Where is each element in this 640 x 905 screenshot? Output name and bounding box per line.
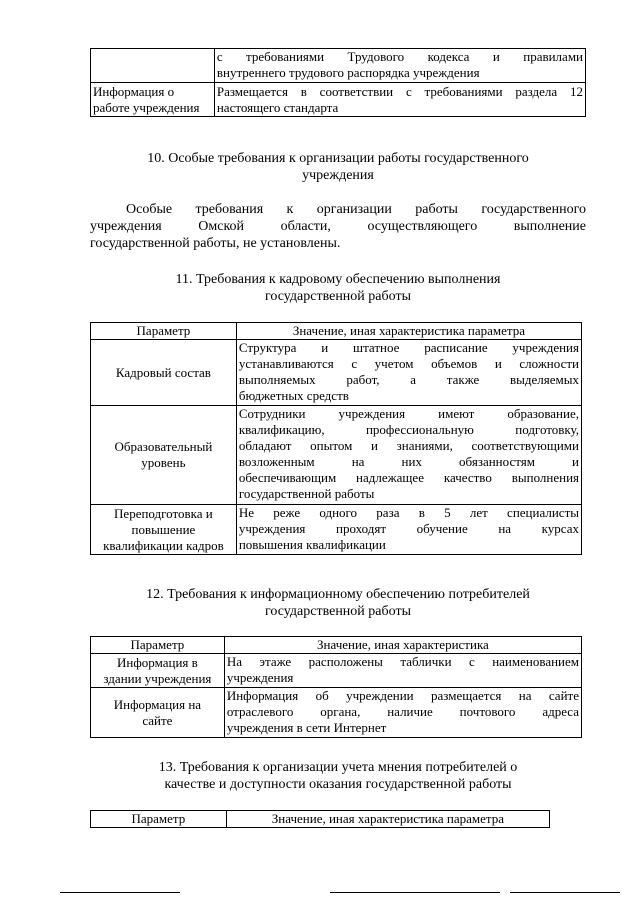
table-header-row (91, 637, 582, 654)
table-cell-value (214, 49, 585, 83)
section-10-title: 10. Особые требования к организации работы государственного учреждения (147, 151, 529, 183)
cell-line: с требованиями Трудового кодекса и правилами (216, 49, 583, 64)
section-12-title: 12. Требования к информационному обеспечению потребителей государственной работы (146, 587, 530, 619)
table-top (90, 48, 586, 117)
table-cell-value: Информация об учреждении размещается на сайте отраслевого органа, наличие почтового адреса учреждения в сети Интернет (224, 688, 581, 738)
table-cell-param (91, 49, 215, 83)
scan-edge-line (510, 892, 620, 893)
column-header-param: Параметр (91, 323, 237, 340)
table-cell-param: Кадровый состав (91, 340, 237, 406)
scan-edge-line (60, 892, 180, 893)
scan-edge-line (330, 892, 500, 893)
cell-line: работе учреждения (93, 99, 200, 115)
section-10-paragraph: Особые требования к организации работы государственного учреждения Омской области, осуществляющего выполнение государственной работы, не установлены. (90, 202, 586, 251)
cell-line: внутреннего трудового распорядка учреждения (216, 65, 480, 80)
section-13-title: 13. Требования к организации учета мнения потребителей о качестве и доступности оказания государственной работы (158, 760, 518, 792)
section-11-title: 11. Требования к кадровому обеспечению выполнения государственной работы (175, 272, 501, 304)
table-header-row (91, 811, 550, 828)
table-cell-value: На этаже расположены таблички с наименованием учреждения (224, 654, 581, 688)
table-row (91, 688, 582, 738)
table-staffing (90, 322, 582, 555)
table-cell-param: Переподготовка и повышение квалификации кадров (91, 505, 237, 555)
table-cell-value: Не реже одного раза в 5 лет специалисты учреждения проходят обучение на курсах повышения квалификации (236, 505, 581, 555)
column-header-value: Значение, иная характеристика параметра (226, 811, 549, 828)
table-row (91, 654, 582, 688)
table-row (91, 406, 582, 505)
column-header-param: Параметр (91, 637, 225, 654)
table-cell-value: Сотрудники учреждения имеют образование, квалификацию, профессиональную подготовку, обладают опытом и знаниями, соответствующими возложенным на них обязанностям и обеспечивающим надлежащее качество выполнения государственной работы (236, 406, 581, 505)
cell-line: Информация о (93, 83, 175, 99)
cell-line: Размещается в соответствии с требованиями раздела 12 (216, 83, 583, 99)
column-header-value: Значение, иная характеристика параметра (236, 323, 581, 340)
table-cell-param (91, 83, 215, 117)
cell-line: настоящего стандарта (216, 99, 339, 115)
table-row (91, 340, 582, 406)
table-header-row (91, 323, 582, 340)
table-cell-param: Информация в здании учреждения (91, 654, 225, 688)
table-cell-value: Структура и штатное расписание учреждения устанавливаются с учетом объемов и сложности выполняемых работ, а также выделяемых бюджетных средств (236, 340, 581, 406)
table-row (91, 49, 586, 83)
table-cell-param: Информация на сайте (91, 688, 225, 738)
table-feedback (90, 810, 550, 828)
column-header-value: Значение, иная характеристика (224, 637, 581, 654)
table-information (90, 636, 582, 738)
column-header-param: Параметр (91, 811, 227, 828)
table-row (91, 83, 586, 117)
table-cell-value (214, 83, 585, 117)
table-cell-param: Образовательный уровень (91, 406, 237, 505)
table-row (91, 505, 582, 555)
